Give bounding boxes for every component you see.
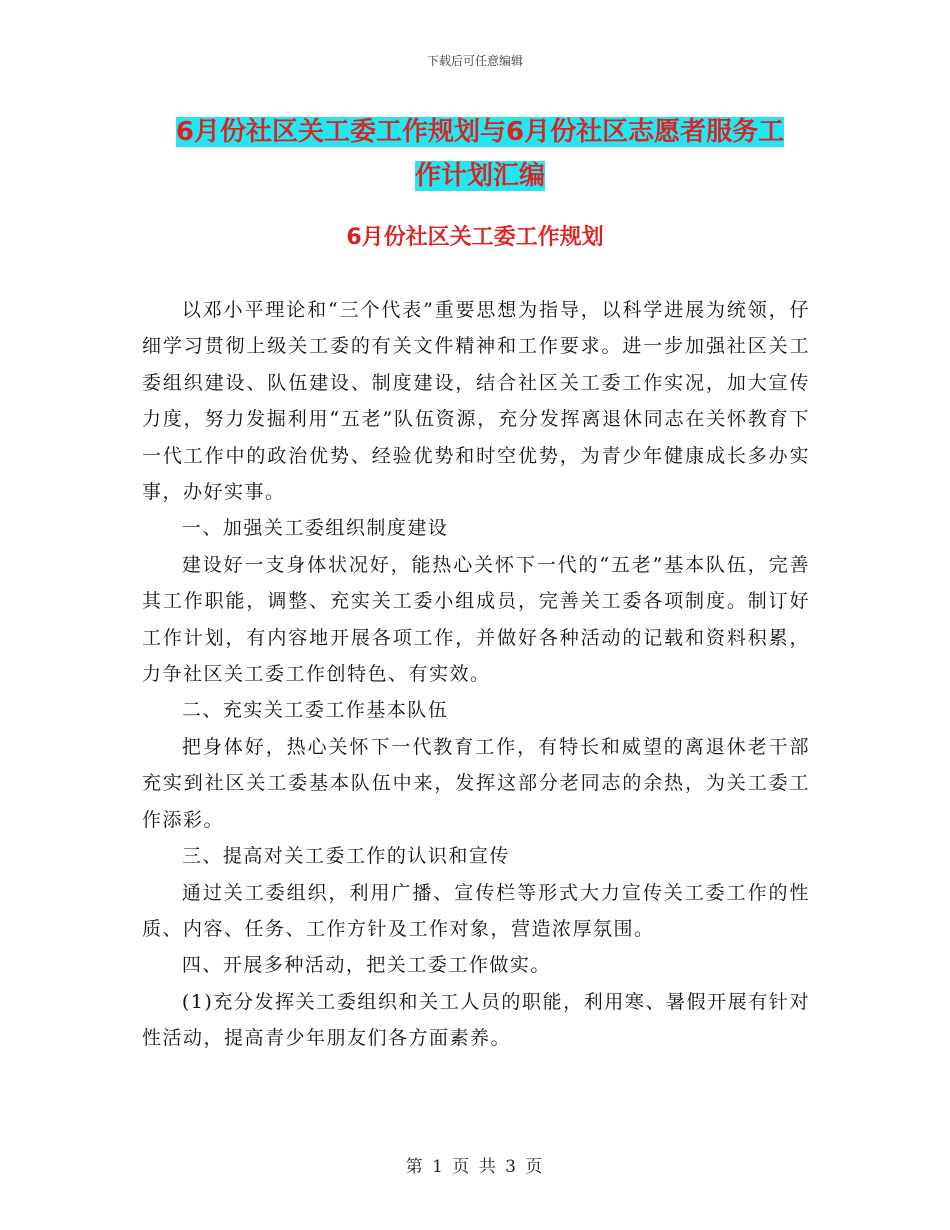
title-line-1: 6月份社区关工委工作规划与6月份社区志愿者服务工: [175, 117, 785, 147]
paragraph: (1)充分发挥关工委组织和关工人员的职能，利用寒、暑假开展有针对性活动，提高青少年朋友们各方面素养。: [142, 990, 810, 1050]
paragraph: 以邓小平理论和“三个代表”重要思想为指导，以科学进展为统领，仔细学习贯彻上级关工委的有关文件精神和工作要求。进一步加强社区关工委组织建设、队伍建设、制度建设，结合社区关工委工作实况，加大宣传力度，努力发掘利用“五老”队伍资源，充分发挥离退休同志在关怀教育下一代工作中的政治优势、经验优势和时空优势，为青少年健康成长多办实事，办好实事。: [142, 299, 810, 504]
section-title: 6月份社区关工委工作规划: [346, 225, 604, 250]
paragraph: 通过关工委组织，利用广播、宣传栏等形式大力宣传关工委工作的性质、内容、任务、工作方针及工作对象，营造浓厚氛围。: [142, 881, 810, 940]
paragraph: 三、提高对关工委工作的认识和宣传: [181, 845, 510, 868]
paragraph: 一、加强关工委组织制度建设: [181, 517, 449, 540]
paragraph: 四、开展多种活动，把关工委工作做实。: [181, 954, 551, 977]
header-note: 下载后可任意编辑: [426, 54, 523, 68]
page-footer: 第 1 页 共 3 页: [405, 1157, 545, 1177]
paragraph: 把身体好，热心关怀下一代教育工作，有特长和威望的离退休老干部充实到社区关工委基本队伍中来，发挥这部分老同志的余热，为关工委工作添彩。: [142, 735, 810, 831]
document-title: [140, 110, 820, 198]
title-line-2: 作计划汇编: [414, 161, 545, 191]
paragraph: 二、充实关工委工作基本队伍: [181, 699, 449, 722]
document-body: [142, 292, 810, 1057]
paragraph: 建设好一支身体状况好，能热心关怀下一代的“五老”基本队伍，完善其工作职能，调整、充实关工委小组成员，完善关工委各项制度。制订好工作计划，有内容地开展各项工作，并做好各种活动的记载和资料积累，力争社区关工委工作创特色、有实效。: [142, 553, 810, 686]
